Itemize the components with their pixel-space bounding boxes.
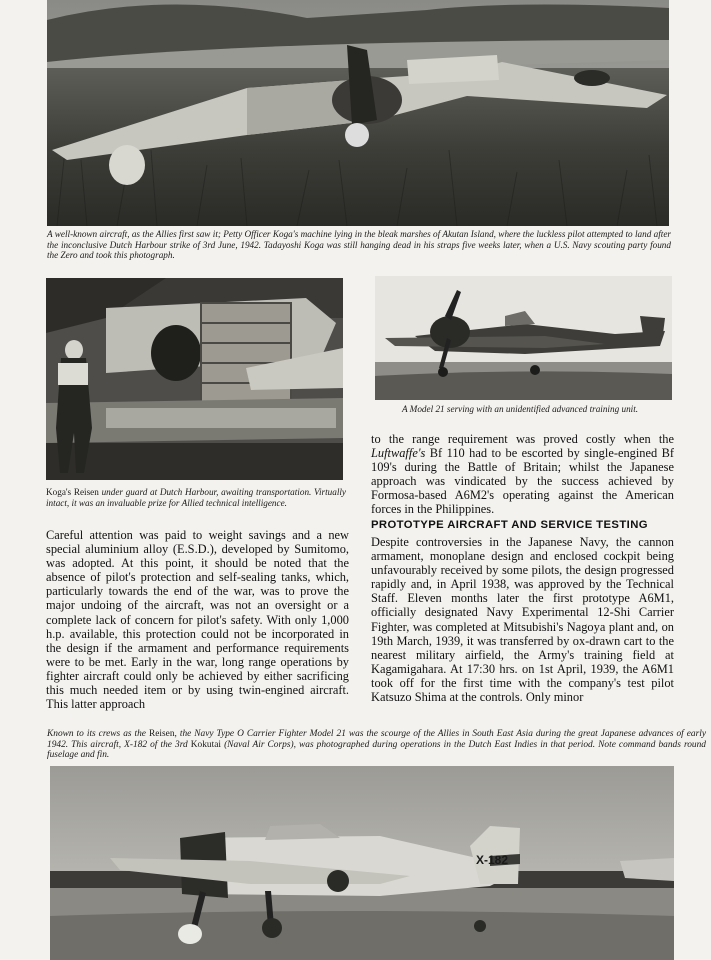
photo2-caption-name: Koga's xyxy=(46,487,72,497)
crate-photo-graphic xyxy=(46,278,343,480)
photo-x182-zero xyxy=(50,766,674,960)
photo2-caption xyxy=(46,487,346,508)
photo4-caption-c: (Naval Air Corps), was photographed during operations in the Dutch East Indies in that period. Note command bands round fuselage and fin. xyxy=(47,739,706,761)
right-para1-end: Bf 110 had to be escorted by single-engined Bf 109's during the Battle of Britain; whilst the Japanese approach was vindicated by the success achieved by Formosa-based A6M2's operating against the American forces in the Philippines. xyxy=(371,446,675,517)
wreck-photo-graphic xyxy=(47,0,669,226)
photo-reisen-under-guard xyxy=(46,278,343,480)
right-column-para2: Despite controversies in the Japanese Navy, the cannon armament, monoplane design and enclosed cockpit being unfavourably received by some pilots, the design progressed rapidly and, in April 1938, was approved by the Technical Staff. Eleven months later the first prototype A6M1, officially designated Navy Experimental 12-Shi Carrier Fighter, was completed at Mitsubishi's Nagoya plant and, on 19th March, 1939, it was transferred by ox-drawn cart to the nearest military airfield, the Army's training field at Kagamigahara. At 17:30 hrs. on 1st April, 1939, the A6M1 took off for the first time with the company's test pilot Katsuzo Shima at the controls. Only minor xyxy=(371,535,674,705)
photo2-caption-reisen: Reisen xyxy=(73,487,99,497)
tail-code: X-182 xyxy=(476,853,509,867)
photo-model21-training xyxy=(375,276,672,400)
x182-photo-graphic xyxy=(50,766,674,960)
photo4-caption-a: Known to its crews as the xyxy=(47,729,146,739)
photo-wrecked-zero-akutan xyxy=(47,0,669,226)
section-heading-prototype: PROTOTYPE AIRCRAFT AND SERVICE TESTING xyxy=(371,519,648,531)
photo1-caption-text: A well-known aircraft, as the Allies first saw it; Petty Officer Koga's machine lying in the bleak marshes of Akutan Island, where the luckless pilot attempted to land after the inconclusive Dutch Harbour strike of 3rd June, 1942. Tadayoshi Koga was still hanging dead in his straps five weeks later, when a U.S. Navy scouting party found the Zero and took this photograph. xyxy=(47,229,671,261)
photo3-caption xyxy=(368,404,672,415)
photo2-caption-rest: under guard at Dutch Harbour, awaiting transportation. Virtually intact, it was an invaluable prize for Allied technical intelligence. xyxy=(46,487,347,508)
right-para1-start: to the range requirement was proved costly when the xyxy=(371,432,674,446)
photo1-caption xyxy=(47,229,671,261)
photo4-caption-b: the Navy Type O Carrier Fighter Model 21 was the scourge of the Allies in South East Asia during the great Japanese advances of early 1942. This aircraft, X-182 of the 3rd xyxy=(47,729,707,750)
model21-photo-graphic xyxy=(375,276,672,400)
photo4-caption xyxy=(47,729,706,761)
photo4-caption-reisen: Reisen, xyxy=(148,729,177,739)
photo3-caption-text: A Model 21 serving with an unidentified advanced training unit. xyxy=(401,404,639,414)
right-column-para1 xyxy=(371,432,674,517)
photo4-caption-kokutai: Kokutai xyxy=(190,739,221,750)
luftwaffe-word: Luftwaffe's xyxy=(371,446,426,461)
left-column-text: Careful attention was paid to weight savings and a new special aluminium alloy (E.S.D.), developed by Sumitomo, was adopted. At this point, it should be noted that the absence of pilot's protection and self-sealing tanks, which, particularly towards the end of the war, was to prove the major undoing of the aircraft, was not an oversight or a complete lack of concern for pilot's safety. With only 1,000 h.p. available, this protection could not be incorporated in the design if the armament and performance requirements were to be met. Early in the war, long range operations by fighter aircraft could only be achieved by either sacrificing this much needed item or by using twin-engined aircraft. This latter approach xyxy=(46,528,349,712)
